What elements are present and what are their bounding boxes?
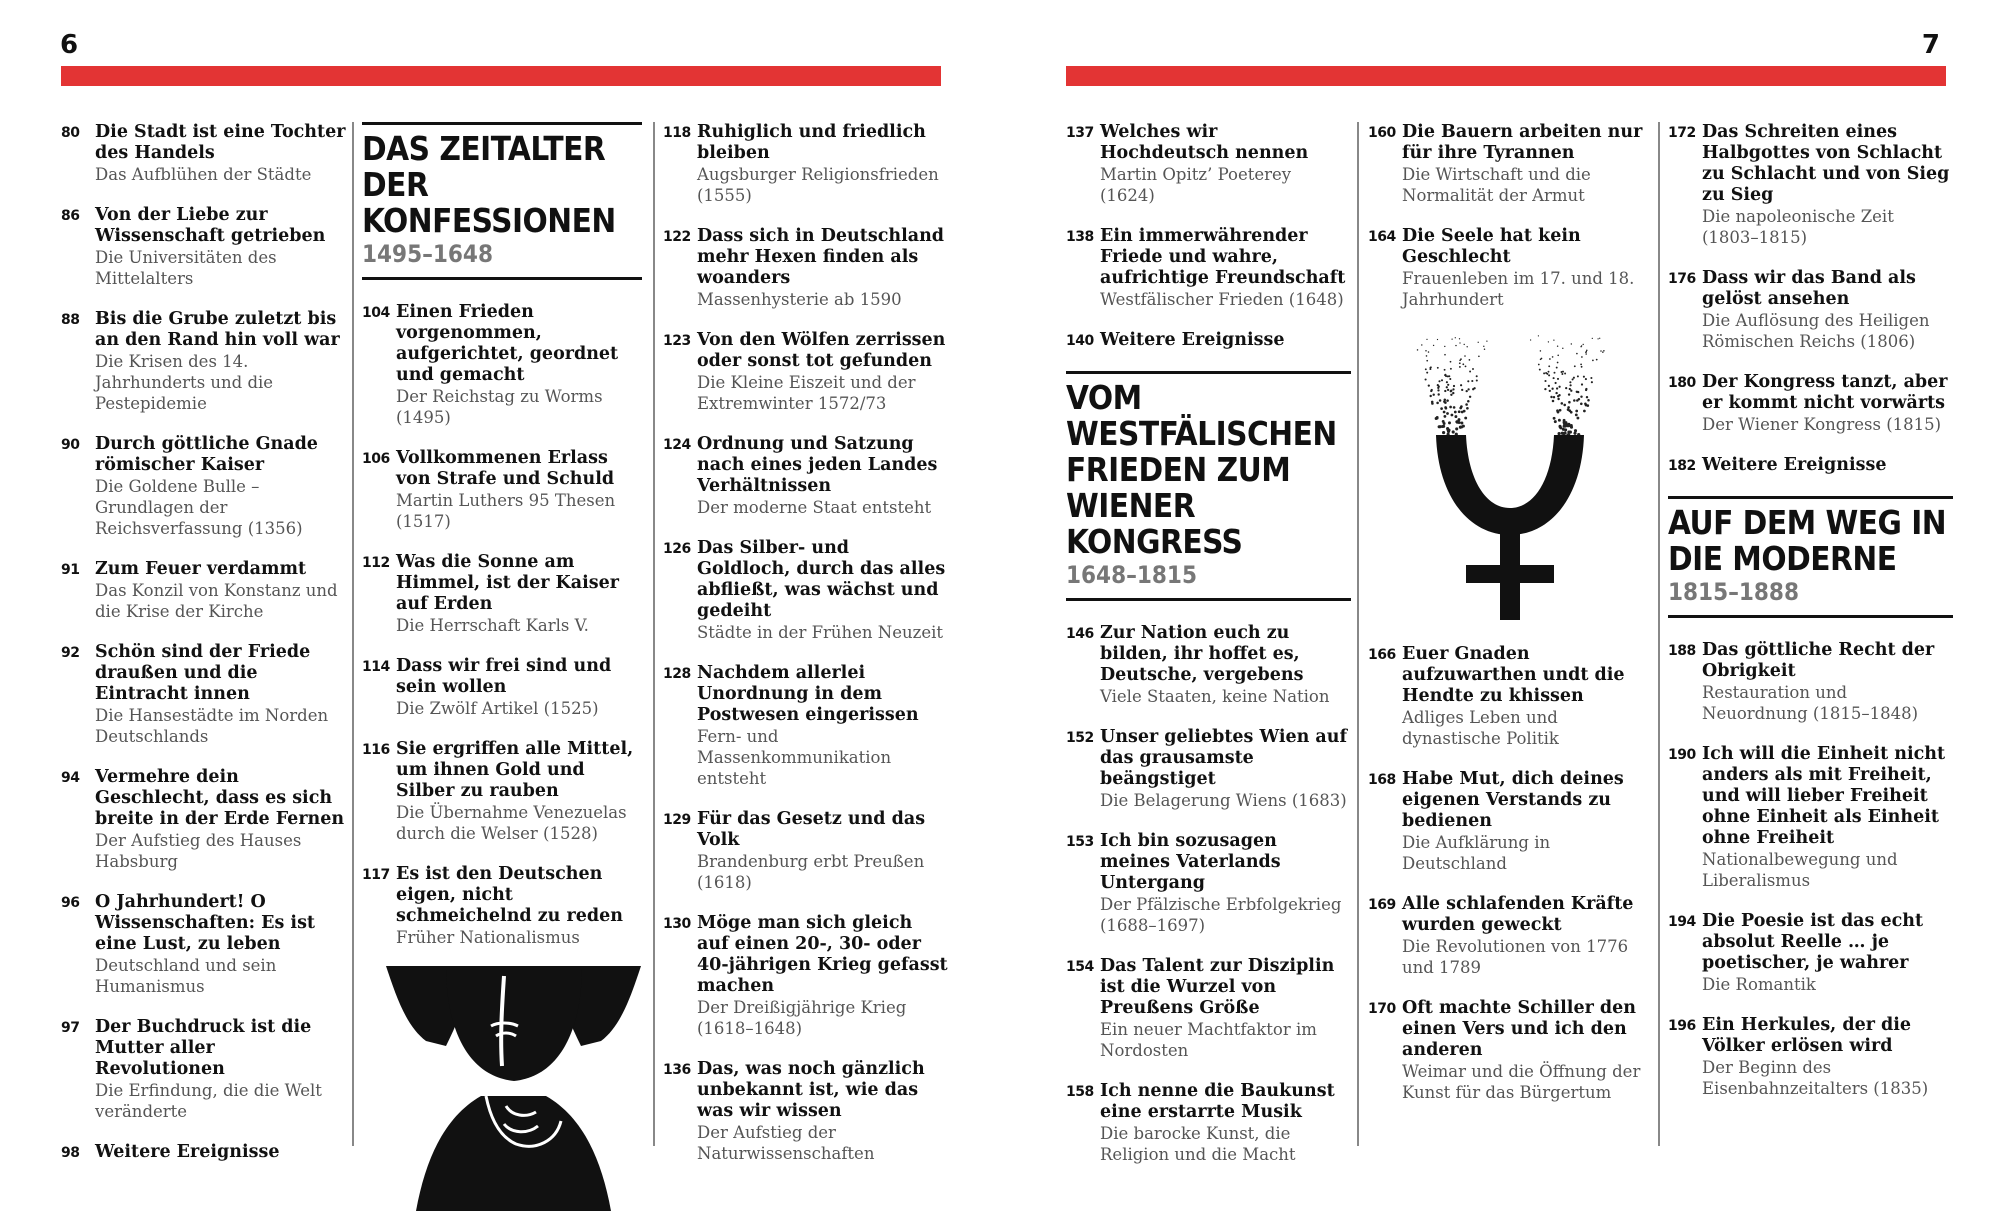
entry-title: Der Kongress tanzt, aber er kommt nicht vorwärts: [1702, 372, 1948, 413]
page-ref: 154: [1066, 959, 1094, 975]
toc-entry: [1066, 727, 1351, 811]
entry-subtitle: Die Hansestädte im Norden Deutschlands: [95, 706, 329, 746]
page-ref: 137: [1066, 125, 1094, 141]
page-number-left: 6: [60, 30, 79, 60]
page-ref: 168: [1368, 772, 1396, 788]
page-ref: 123: [663, 333, 691, 349]
page-ref: 180: [1668, 375, 1696, 391]
entry-title: Schön sind der Friede draußen und die Eintracht innen: [95, 642, 311, 704]
toc-entry: [1066, 956, 1351, 1061]
entry-title: Weitere Ereignisse: [95, 1142, 280, 1162]
page-ref: 128: [663, 666, 691, 682]
page-ref: 91: [61, 562, 80, 578]
page-ref: 194: [1668, 914, 1696, 930]
page-ref: 136: [663, 1062, 691, 1078]
entry-subtitle: Fern- und Massenkommunikation entsteht: [697, 727, 892, 788]
entry-subtitle: Die Wirtschaft und die Normalität der Armut: [1402, 165, 1591, 205]
entry-subtitle: Augsburger Religionsfrieden (1555): [697, 165, 939, 205]
entry-title: Vollkommenen Erlass von Strafe und Schuld: [396, 448, 615, 489]
toc-entry: [1668, 744, 1953, 891]
red-bar-left: [61, 66, 941, 86]
entry-subtitle: Die Übernahme Venezuelas durch die Welser (1528): [396, 803, 627, 843]
toc-entry: [1066, 330, 1351, 351]
entry-subtitle: Der moderne Staat entsteht: [697, 498, 932, 517]
column-divider: [352, 122, 354, 1146]
page-ref: 172: [1668, 125, 1696, 141]
toc-entry: [663, 122, 948, 206]
entry-title: Vermehre dein Geschlecht, dass es sich breite in der Erde Fernen: [95, 767, 345, 829]
toc-column-5: [1368, 122, 1653, 1123]
entry-title: Ich will die Einheit nicht anders als mit Freiheit, und will lieber Freiheit ohne Einheit als Einheit ohne Freiheit: [1702, 744, 1946, 848]
entry-subtitle: Frauenleben im 17. und 18. Jahrhundert: [1402, 269, 1635, 309]
entry-title: Das Silber- und Goldloch, durch das alles abfließt, was wächst und gedeiht: [697, 538, 946, 621]
toc-entry: [663, 913, 948, 1039]
toc-entry: [61, 1142, 346, 1163]
entry-subtitle: Martin Opitz’ Poeterey (1624): [1100, 165, 1292, 205]
column-divider: [653, 122, 655, 1146]
entry-subtitle: Westfälischer Frieden (1648): [1100, 290, 1344, 309]
entry-subtitle: Die Belagerung Wiens (1683): [1100, 791, 1347, 810]
entry-subtitle: Die Krisen des 14. Jahrhunderts und die Pestepidemie: [95, 352, 274, 413]
entry-title: Das göttliche Recht der Obrigkeit: [1702, 640, 1935, 681]
entry-subtitle: Restauration und Neuordnung (1815–1848): [1702, 683, 1919, 723]
entry-subtitle: Massenhysterie ab 1590: [697, 290, 902, 309]
toc-column-3: [663, 122, 948, 1184]
toc-entry: [61, 309, 346, 414]
section-heading-moderne: [1668, 496, 1953, 618]
entry-title: Dass wir das Band als gelöst ansehen: [1702, 268, 1916, 309]
page-ref: 86: [61, 208, 80, 224]
entry-subtitle: Martin Luthers 95 Thesen (1517): [396, 491, 616, 531]
entry-subtitle: Die Kleine Eiszeit und der Extremwinter 1572/73: [697, 373, 916, 413]
column-divider: [1658, 122, 1660, 1146]
entry-title: Ich nenne die Baukunst eine erstarrte Musik: [1100, 1081, 1335, 1122]
page-ref: 130: [663, 916, 691, 932]
entry-title: Ein immerwährender Friede und wahre, aufrichtige Freundschaft: [1100, 226, 1346, 288]
section-title: AUF DEM WEG IN DIE MODERNE: [1668, 503, 1947, 578]
toc-entry: [61, 892, 346, 997]
entry-subtitle: Die Aufklärung in Deutschland: [1402, 833, 1551, 873]
toc-entry: [362, 864, 642, 948]
page-ref: 176: [1668, 271, 1696, 287]
toc-entry: [362, 552, 642, 636]
entry-subtitle: Die barocke Kunst, die Religion und die Macht: [1100, 1124, 1296, 1164]
entry-title: Der Buchdruck ist die Mutter aller Revolutionen: [95, 1017, 312, 1079]
entry-subtitle: Viele Staaten, keine Nation: [1100, 687, 1330, 706]
page-ref: 112: [362, 555, 390, 571]
entry-title: Das, was noch gänzlich unbekannt ist, wie das was wir wissen: [697, 1059, 925, 1121]
entry-title: Ordnung und Satzung nach eines jeden Landes Verhältnissen: [697, 434, 938, 496]
entry-subtitle: Der Reichstag zu Worms (1495): [396, 387, 603, 427]
entry-title: Weitere Ereignisse: [1100, 330, 1285, 350]
entry-title: Was die Sonne am Himmel, ist der Kaiser auf Erden: [396, 552, 619, 614]
entry-subtitle: Brandenburg erbt Preußen (1618): [697, 852, 925, 892]
entry-title: Welches wir Hochdeutsch nennen: [1100, 122, 1309, 163]
toc-entry: [1066, 831, 1351, 936]
toc-entry: [1668, 1015, 1953, 1099]
page-ref: 152: [1066, 730, 1094, 746]
toc-entry: [362, 656, 642, 719]
toc-entry: [1668, 640, 1953, 724]
entry-subtitle: Der Wiener Kongress (1815): [1702, 415, 1942, 434]
toc-entry: [1066, 623, 1351, 707]
page-ref: 126: [663, 541, 691, 557]
toc-entry: [1368, 894, 1653, 978]
entry-subtitle: Die Zwölf Artikel (1525): [396, 699, 599, 718]
section-range: 1815–1888: [1668, 578, 1799, 606]
page-ref: 104: [362, 305, 390, 321]
page-ref: 122: [663, 229, 691, 245]
entry-subtitle: Das Konzil von Konstanz und die Krise der Kirche: [95, 581, 338, 621]
entry-title: Möge man sich gleich auf einen 20-, 30- oder 40-jährigen Krieg gefasst machen: [697, 913, 948, 996]
entry-subtitle: Weimar und die Öffnung der Kunst für das Bürgertum: [1402, 1062, 1641, 1102]
page-ref: 117: [362, 867, 390, 883]
entry-title: Die Poesie ist das echt absolut Reelle … je poetischer, je wahrer: [1702, 911, 1924, 973]
entry-subtitle: Die Auflösung des Heiligen Römischen Reichs (1806): [1702, 311, 1930, 351]
toc-entry: [1668, 455, 1953, 476]
page-ref: 96: [61, 895, 80, 911]
entry-title: Habe Mut, dich deines eigenen Verstands zu bedienen: [1402, 769, 1624, 831]
toc-entry: [1066, 226, 1351, 310]
toc-entry: [1668, 911, 1953, 995]
hush-gesture-figure: [386, 966, 641, 1211]
toc-entry: [1368, 122, 1653, 206]
page-ref: 146: [1066, 626, 1094, 642]
entry-title: Für das Gesetz und das Volk: [697, 809, 926, 850]
page-ref: 90: [61, 437, 80, 453]
page-number-right: 7: [1921, 30, 1940, 60]
toc-entry: [1668, 372, 1953, 435]
toc-entry: [1368, 644, 1653, 749]
entry-title: Nachdem allerlei Unordnung in dem Postwesen eingerissen: [697, 663, 919, 725]
page-ref: 124: [663, 437, 691, 453]
page-ref: 140: [1066, 333, 1094, 349]
toc-entry: [663, 538, 948, 643]
toc-entry: [61, 122, 346, 185]
entry-title: Von den Wölfen zerrissen oder sonst tot gefunden: [697, 330, 946, 371]
page-ref: 166: [1368, 647, 1396, 663]
toc-entry: [663, 809, 948, 893]
entry-title: Weitere Ereignisse: [1702, 455, 1887, 475]
entry-title: Oft machte Schiller den einen Vers und ich den anderen: [1402, 998, 1636, 1060]
page-ref: 88: [61, 312, 80, 328]
toc-entry: [1066, 1081, 1351, 1165]
entry-title: Durch göttliche Gnade römischer Kaiser: [95, 434, 318, 475]
toc-entry: [1668, 268, 1953, 352]
page-ref: 129: [663, 812, 691, 828]
entry-subtitle: Der Aufstieg der Naturwissenschaften: [697, 1123, 875, 1163]
page-ref: 160: [1368, 125, 1396, 141]
toc-entry: [1368, 998, 1653, 1103]
page-ref: 92: [61, 645, 80, 661]
entry-title: Es ist den Deutschen eigen, nicht schmeichelnd zu reden: [396, 864, 623, 926]
entry-title: Bis die Grube zuletzt bis an den Rand hin voll war: [95, 309, 340, 350]
page-ref: 94: [61, 770, 80, 786]
toc-entry: [61, 434, 346, 539]
page-ref: 158: [1066, 1084, 1094, 1100]
page-ref: 190: [1668, 747, 1696, 763]
section-range: 1648–1815: [1066, 561, 1197, 589]
page-ref: 170: [1368, 1001, 1396, 1017]
toc-entry: [1668, 122, 1953, 248]
entry-subtitle: Adliges Leben und dynastische Politik: [1402, 708, 1559, 748]
page-ref: 182: [1668, 458, 1696, 474]
entry-subtitle: Die Revolutionen von 1776 und 1789: [1402, 937, 1629, 977]
toc-column-4: [1066, 122, 1351, 1185]
page-ref: 169: [1368, 897, 1396, 913]
page-ref: 106: [362, 451, 390, 467]
toc-entry: [663, 330, 948, 414]
entry-subtitle: Die napoleonische Zeit (1803–1815): [1702, 207, 1894, 247]
toc-column-2: [362, 122, 642, 1211]
section-title: VOM WESTFÄLISCHEN FRIEDEN ZUM WIENER KONGRESS: [1066, 378, 1337, 561]
entry-title: O Jahrhundert! O Wissenschaften: Es ist eine Lust, zu leben: [95, 892, 316, 954]
entry-subtitle: Der Pfälzische Erbfolgekrieg (1688–1697): [1100, 895, 1342, 935]
entry-subtitle: Die Romantik: [1702, 975, 1816, 994]
section-title: DAS ZEITALTER DER KONFESSIONEN: [362, 129, 616, 240]
page-ref: 188: [1668, 643, 1696, 659]
page-ref: 97: [61, 1020, 80, 1036]
toc-column-1: [61, 122, 346, 1183]
entry-title: Das Schreiten eines Halbgottes von Schlacht zu Schlacht und von Sieg zu Sieg: [1702, 122, 1950, 205]
toc-entry: [1368, 769, 1653, 874]
entry-subtitle: Der Dreißigjährige Krieg (1618–1648): [697, 998, 907, 1038]
toc-entry: [362, 302, 642, 428]
entry-title: Ruhiglich und friedlich bleiben: [697, 122, 926, 163]
page-ref: 164: [1368, 229, 1396, 245]
entry-subtitle: Nationalbewegung und Liberalismus: [1702, 850, 1898, 890]
toc-entry: [663, 226, 948, 310]
toc-entry: [362, 739, 642, 844]
entry-subtitle: Früher Nationalismus: [396, 928, 580, 947]
toc-entry: [663, 663, 948, 789]
entry-title: Die Bauern arbeiten nur für ihre Tyrannen: [1402, 122, 1643, 163]
entry-subtitle: Das Aufblühen der Städte: [95, 165, 312, 184]
page-ref: 118: [663, 125, 691, 141]
section-heading-westphalia: [1066, 371, 1351, 601]
toc-entry: [1066, 122, 1351, 206]
page-ref: 114: [362, 659, 390, 675]
entry-title: Ein Herkules, der die Völker erlösen wird: [1702, 1015, 1912, 1056]
entry-subtitle: Deutschland und sein Humanismus: [95, 956, 277, 996]
entry-subtitle: Die Herrschaft Karls V.: [396, 616, 589, 635]
entry-title: Dass sich in Deutschland mehr Hexen finden als woanders: [697, 226, 945, 288]
page-ref: 138: [1066, 229, 1094, 245]
entry-title: Zur Nation euch zu bilden, ihr hoffet es, Deutsche, vergebens: [1100, 623, 1304, 685]
column-divider: [1357, 122, 1359, 1146]
entry-subtitle: Ein neuer Machtfaktor im Nordosten: [1100, 1020, 1317, 1060]
toc-entry: [61, 642, 346, 747]
entry-subtitle: Der Beginn des Eisenbahnzeitalters (1835): [1702, 1058, 1929, 1098]
entry-title: Dass wir frei sind und sein wollen: [396, 656, 612, 697]
toc-entry: [362, 448, 642, 532]
toc-column-6: [1668, 122, 1953, 1119]
entry-title: Die Seele hat kein Geschlecht: [1402, 226, 1581, 267]
entry-title: Ich bin sozusagen meines Vaterlands Untergang: [1100, 831, 1281, 893]
page-ref: 80: [61, 125, 80, 141]
entry-title: Alle schlafenden Kräfte wurden geweckt: [1402, 894, 1634, 935]
entry-title: Unser geliebtes Wien auf das grausamste beängstiget: [1100, 727, 1348, 789]
toc-entry: [61, 559, 346, 622]
section-range: 1495–1648: [362, 240, 493, 268]
page-ref: 153: [1066, 834, 1094, 850]
entry-title: Einen Frieden vorgenommen, aufgerichtet, geordnet und gemacht: [396, 302, 619, 385]
toc-entry: [1368, 226, 1653, 310]
section-heading-confessions: [362, 122, 642, 280]
entry-subtitle: Die Universitäten des Mittelalters: [95, 248, 277, 288]
entry-subtitle: Die Goldene Bulle – Grundlagen der Reichsverfassung (1356): [95, 477, 303, 538]
entry-title: Sie ergriffen alle Mittel, um ihnen Gold und Silber zu rauben: [396, 739, 634, 801]
entry-title: Die Stadt ist eine Tochter des Handels: [95, 122, 346, 163]
page-ref: 98: [61, 1145, 80, 1161]
toc-entry: [61, 205, 346, 289]
page-ref: 116: [362, 742, 390, 758]
entry-subtitle: Der Aufstieg des Hauses Habsburg: [95, 831, 302, 871]
red-bar-right: [1066, 66, 1946, 86]
entry-subtitle: Städte in der Frühen Neuzeit: [697, 623, 944, 642]
entry-title: Zum Feuer verdammt: [95, 559, 307, 579]
toc-entry: [663, 1059, 948, 1164]
entry-title: Das Talent zur Disziplin ist die Wurzel von Preußens Größe: [1100, 956, 1335, 1018]
toc-entry: [663, 434, 948, 518]
toc-entry: [61, 1017, 346, 1122]
page-ref: 196: [1668, 1018, 1696, 1034]
entry-title: Von der Liebe zur Wissenschaft getrieben: [95, 205, 326, 246]
entry-subtitle: Die Erfindung, die die Welt veränderte: [95, 1081, 322, 1121]
female-symbol-dissolving: [1390, 330, 1630, 620]
entry-title: Euer Gnaden aufzuwarthen undt die Hendte zu khissen: [1402, 644, 1625, 706]
toc-entry: [61, 767, 346, 872]
